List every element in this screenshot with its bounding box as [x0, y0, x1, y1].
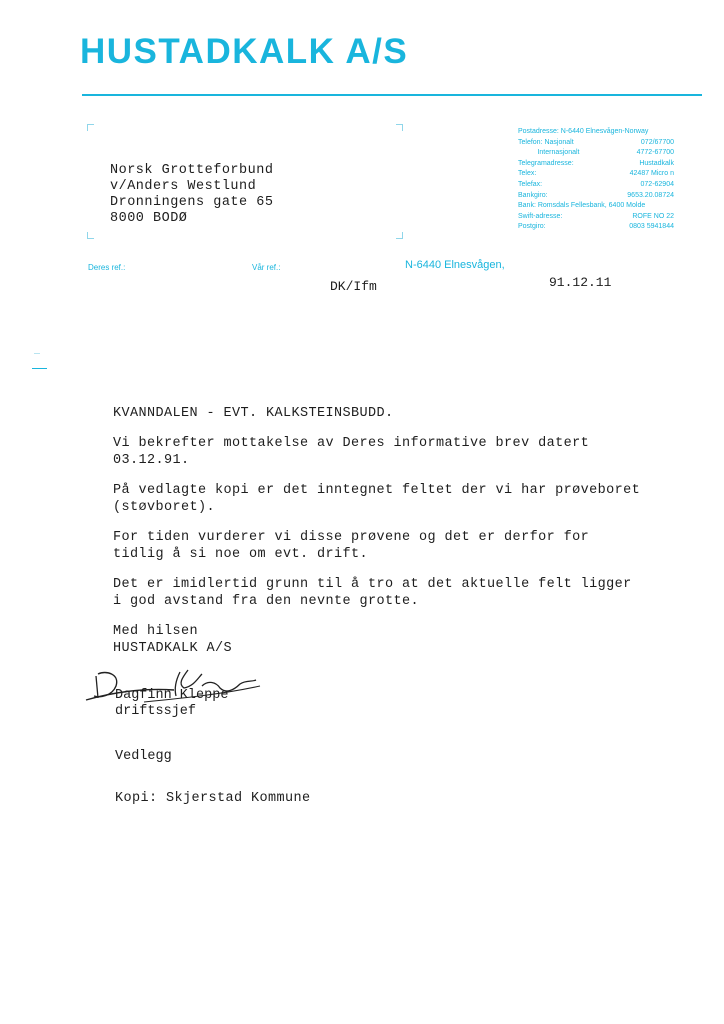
- contact-label: Telefax:: [518, 180, 543, 188]
- contact-row: [518, 180, 674, 191]
- contact-label: Telefon: Nasjonalt: [518, 138, 574, 146]
- contact-value: 072/67700: [640, 138, 674, 146]
- letter-subject: KVANNDALEN - EVT. KALKSTEINSBUDD.: [113, 406, 394, 421]
- letter-paragraph: [113, 482, 640, 516]
- address-window-corner: [396, 232, 403, 239]
- address-window-corner: [87, 124, 94, 131]
- contact-label: Postadresse: N-6440 Elnesvågen-Norway: [518, 128, 649, 135]
- contact-label: Telegramadresse:: [518, 159, 574, 167]
- place-line: N-6440 Elnesvågen,: [405, 259, 505, 271]
- contact-row: [518, 169, 674, 180]
- our-ref-value: DK/Ifm: [330, 279, 377, 294]
- paragraph-line: tidlig å si noe om evt. drift.: [113, 547, 369, 562]
- contact-value: 9653.20.08724: [627, 191, 674, 199]
- recipient-line: 8000 BODØ: [110, 211, 188, 226]
- contact-label: Swift-adresse:: [518, 212, 563, 220]
- recipient-line: Norsk Grotteforbund: [110, 163, 274, 178]
- paragraph-line: For tiden vurderer vi disse prøvene og det er derfor for: [113, 530, 590, 545]
- contact-value: ROFE NO 22: [632, 212, 674, 220]
- fold-mark: [32, 368, 47, 369]
- header-rule: [82, 94, 702, 96]
- closing-line: Med hilsen: [113, 624, 199, 639]
- contact-row: [518, 127, 674, 138]
- contact-row: [518, 148, 674, 159]
- contact-value: 4772-67700: [636, 149, 674, 157]
- recipient-line: v/Anders Westlund: [110, 179, 257, 194]
- contact-value: 42487 Micro n: [629, 170, 674, 178]
- letter-body: [113, 405, 640, 657]
- paragraph-line: 03.12.91.: [113, 453, 190, 468]
- contact-row: [518, 222, 674, 233]
- address-window-corner: [87, 232, 94, 239]
- contact-label: Internasjonalt: [518, 149, 580, 157]
- recipient-address: [110, 163, 273, 227]
- paragraph-line: Vi bekrefter mottakelse av Deres informative brev datert: [113, 436, 590, 451]
- copy-recipient: Kopi: Skjerstad Kommune: [115, 791, 311, 806]
- contact-row: [518, 191, 674, 202]
- closing-line: HUSTADKALK A/S: [113, 641, 233, 656]
- paragraph-line: (støvboret).: [113, 500, 216, 515]
- letter-paragraph: [113, 435, 640, 469]
- signer-name: Dagfinn Kleppe: [115, 688, 229, 703]
- letter-date: 91.12.11: [549, 275, 612, 290]
- contact-label: Telex:: [518, 170, 537, 178]
- contact-row: [518, 138, 674, 149]
- contact-value: 0803 5941844: [629, 223, 674, 231]
- recipient-line: Dronningens gate 65: [110, 195, 274, 210]
- fold-mark: [34, 353, 40, 354]
- attachment-label: Vedlegg: [115, 749, 172, 764]
- your-ref-label: Deres ref.:: [88, 263, 126, 272]
- letter-closing: [113, 623, 640, 657]
- contact-label: Bankgiro:: [518, 191, 548, 199]
- contact-value: Hustadkalk: [639, 159, 674, 167]
- our-ref-label: Vår ref.:: [252, 263, 281, 272]
- company-name: HUSTADKALK A/S: [80, 32, 409, 71]
- paragraph-line: Det er imidlertid grunn til å tro at det aktuelle felt ligger: [113, 577, 632, 592]
- contact-label: Postgiro:: [518, 223, 546, 231]
- contact-value: 072-62904: [640, 180, 674, 188]
- contact-label: Bank: Romsdals Fellesbank, 6400 Molde: [518, 202, 646, 210]
- contact-row: [518, 201, 674, 212]
- contact-row: [518, 212, 674, 223]
- address-window-corner: [396, 124, 403, 131]
- letter-paragraph: [113, 529, 640, 563]
- paragraph-line: På vedlagte kopi er det inntegnet feltet der vi har prøveboret: [113, 483, 641, 498]
- letter-paragraph: [113, 576, 640, 610]
- contact-row: [518, 159, 674, 170]
- paragraph-line: i god avstand fra den nevnte grotte.: [113, 594, 420, 609]
- contact-block: [518, 127, 674, 233]
- signer-title: driftssjef: [115, 704, 197, 719]
